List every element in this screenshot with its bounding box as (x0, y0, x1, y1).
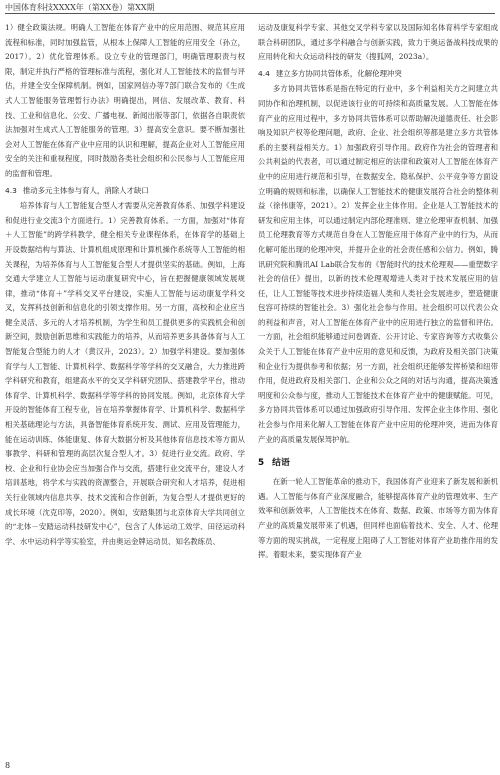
section-heading-4-3 (5, 184, 245, 199)
section-number: 5 (258, 458, 265, 469)
section-number: 4.3 (5, 185, 17, 195)
right-column (258, 21, 498, 563)
paragraph-collaborative-governance: 多方协同共管体系是指在特定的行业中，多个利益相关方之间建立共同协作和治理机制，以促进该行业的可持续和高质量发展。人工智能在体育产业的应用过程中，多方协同共管体系可以帮助解决道德责任、社会影响及知识产权等伦理问题，政府、企业、社会组织等都是建立多方共管体系的主要利益相关方。1）加强政府引导作用。政府作为社会的管理者和公共利益的代表者，可以通过制定相应的法律和政策对人工智能在体育产业中的应用进行规范和引导，在数据安全、隐私保护、公平竞争等方面设立明确的规则和标准，以确保人工智能技术的健康发展符合社会的整体利益（徐伟康等，2021）。2）发挥企业主体作用。企业是人工智能技术的研发和应用主体，可以通过制定内部伦理准则、建立伦理审查机制、加强员工伦理教育等方式规范自身在人工智能应用于体育产业中的行为，从而化解可能出现的伦理冲突，并提升企业的社会责任感和公信力。例如，腾讯研究院和腾讯AI Lab联合发布的《智能时代的技术伦理观——重塑数字社会的信任》提出，以新的技术伦理观增进人类对于技术发展应用的信任，让人工智能等技术进步持续造福人类和人类社会发展进步，塑造健康包容可持续的智能社会。3）强化社会参与作用。社会组织可以代表公众的利益和声音，对人工智能在体育产业中的应用进行独立的监督和评估。一方面，社会组织能够通过问卷调查、公开讨论、专家咨询等方式收集公众关于人工智能在体育产业中应用的意见和反馈，为政府及相关部门决策和企业行为提供参考和依据；另一方面，社会组织还能够发挥桥梁和纽带作用，促进政府及相关部门、企业和公众之间的对话与沟通，提高决策透明度和公众参与度，推动人工智能技术在体育产业中的健康赋能。可见，多方协同共管体系可以通过加强政府引导作用、发挥企业主体作用、强化社会参与作用来化解人工智能在体育产业中应用的伦理冲突，进而为体育产业的高质量发展保驾护航。 (258, 84, 498, 444)
page-number: 8 (5, 761, 11, 770)
section-heading-5 (258, 455, 498, 471)
paragraph-conclusion: 在新一轮人工智能革命的推动下，我国体育产业迎来了新发展和新机遇。人工智能与体育产业深度融合，能够提高体育产业的管理效率、生产效率和创新效率，人工智能技术在体育、数据、政策、市场等方面为体育产业的高质量发展带来了机遇，但同样也面临着技术、安全、人才、伦理等方面的现实挑战，一定程度上阻碍了人工智能对体育产业助推作用的发挥。着眼未来，要实现体育产业 (258, 477, 498, 560)
header-rule (5, 13, 495, 14)
running-head: 中国体育科技XXXX年（第XX卷）第XX期 (5, 3, 155, 12)
paragraph-safety-measures: 1）健全政策法规。明确人工智能在体育产业中的应用范围、规范其应用流程和标准，同时加强监管，从根本上保障人工智能的应用安全（孙立，2017）。2）优化管理体系。设立专业的管理部门，明确管理职责与权限，制定并执行严格的管理标准与流程，强化对人工智能技术的监督与评估，并建全安全保障机制。例如，国家网信办等7部门联合发布的《生成式人工智能服务管理暂行办法》明确提出，网信、发展改革、教育、科技、工业和信息化、公安、广播电视、新闻出版等部门，依据各自职责依法加强对生成式人工智能服务的管理。3）提高安全意识。要不断加强社会对人工智能在体育产业中应用的认识和理解，提高企业对人工智能应用安全的关注和重视程度，同时鼓励各类社会组织和公民参与人工智能应用的监督和管理。 (5, 23, 245, 178)
section-title: 结语 (272, 458, 290, 469)
paragraph-research-center-cont: 运动及康复科学专家、其他交叉学科专家以及国际知名体育科学专家组成联合科研团队，通过多学科融合与创新实践，致力于奥运备战科技成果的应用转化和大众运动科技的研发（搜狐网，2023a）。 (258, 23, 498, 62)
left-column (5, 21, 245, 549)
paragraph-talent-cultivation: 培养体育与人工智能复合型人才需要从完善教育体系、加强学科建设和促进行业交流3个方面进行。1）完善教育体系。一方面，加强对“体育＋人工智能”的跨学科教学，健全相关专业课程体系，在体育学的基础上开设数据结构与算法、计算机组成原理和计算机操作系统等人工智能的相关课程，为培养体育与人工智能复合型人才提供坚实的基础。例如，上海交通大学建立人工智能与运动康复研究中心，旨在把握健康领域发展规律，推动“体育＋”学科交叉平台建设，实施人工智能与运动康复学科交叉，发挥科技创新和信息化的引领支撑作用。另一方面，高校和企业应当健全灵活、多元的人才培养机制，为学生和员工提供更多的实践机会和创新空间，鼓励创新思维和实践能力的培养，从而培养更多具备体育与人工智能复合型能力的人才（黄汉升，2023）。2）加强学科建设。要加强体育学与人工智能、计算机科学、数据科学等学科的交叉融合，大力推进跨学科研究和教育，组建高水平的交叉学科研究团队、搭建教学平台，推动体育学、计算机科学、数据科学等学科的协同发展。例如，北京体育大学开设的智能体育工程专业，旨在培养掌握体育学、计算机科学、数据科学相关基础理论与方法，具备智能体育系统开发、测试、应用及管理能力，能在运动训练、体能康复、体育大数据分析及其他体育信息技术等方面从事教学、科研和管理的高层次复合型人才。3）促进行业交流。政府、学校、企业和行业协会应当加强合作与交流，搭建行业交流平台，建设人才培训基地，将学术与实践的资源整合，开展联合研究和人才培养，促进相关行业领域内信息共享、技术交流和合作创新，为复合型人才提供更好的成长环境（沈克印等，2020）。例如，安踏集团与北京体育大学共同创立的“北体－安踏运动科技研发中心”，包含了人体运动工效学、田径运动科学、水中运动科学等实验室，并由奥运金牌运动员、知名教练员、 (5, 201, 245, 546)
section-title: 推动多元主体参与育人，消除人才缺口 (22, 185, 149, 195)
section-number: 4.4 (258, 68, 270, 78)
section-heading-4-4 (258, 67, 498, 82)
section-title: 建立多方协同共管体系，化解伦理冲突 (275, 68, 402, 78)
